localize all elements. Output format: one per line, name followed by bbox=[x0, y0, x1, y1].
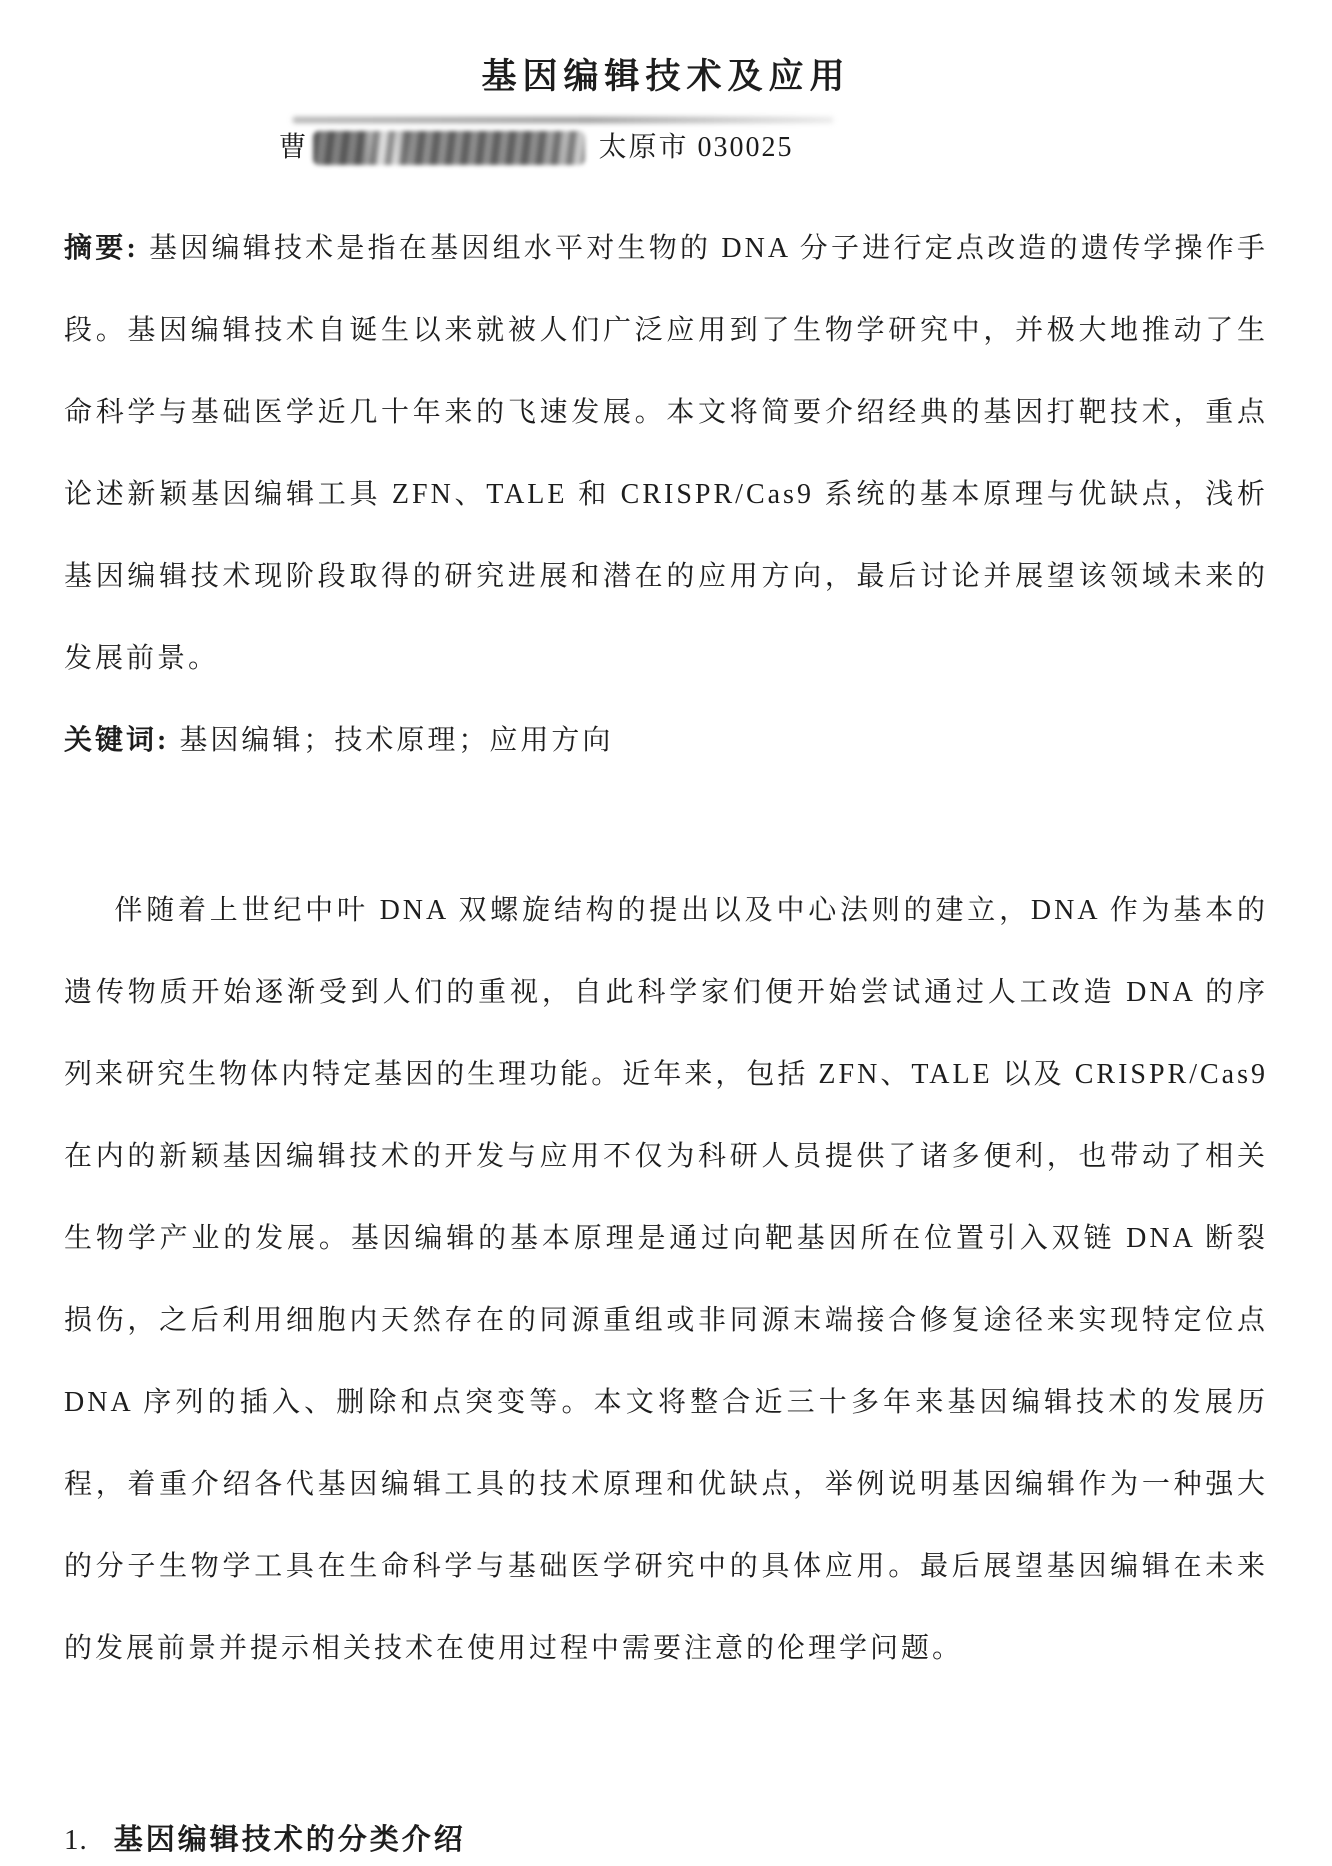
abstract-text: 基因编辑技术是指在基因组水平对生物的 DNA 分子进行定点改造的遗传学操作手段。基因编辑技术自诞生以来就被人们广泛应用到了生物学研究中，并极大地推动了生命科学与基础医学近几十年来的飞速发展。本文将简要介绍经典的基因打靶技术，重点论述新颖基因编辑工具 ZFN、TALE 和 CRISPR/Cas9 系统的基本原理与优缺点，浅析基因编辑技术现阶段取得的研究进展和潜在的应用方向，最后讨论并展望该领域未来的发展前景。 bbox=[64, 233, 1269, 674]
section-number: 1. bbox=[64, 1824, 88, 1856]
body-paragraph: 伴随着上世纪中叶 DNA 双螺旋结构的提出以及中心法则的建立，DNA 作为基本的遗传物质开始逐渐受到人们的重视，自此科学家们便开始尝试通过人工改造 DNA 的序列来研究生物体内特定基因的生理功能。近年来，包括 ZFN、TALE 以及 CRISPR/Cas9 在内的新颖基因编辑技术的开发与应用不仅为科研人员提供了诸多便利，也带动了相关生物学产业的发展。基因编辑的基本原理是通过向靶基因所在位置引入双链 DNA 断裂损伤，之后利用细胞内天然存在的同源重组或非同源末端接合修复途径来实现特定位点 DNA 序列的插入、删除和点突变等。本文将整合近三十多年来基因编辑技术的发展历程，着重介绍各代基因编辑工具的技术原理和优缺点，举例说明基因编辑作为一种强大的分子生物学工具在生命科学与基础医学研究中的具体应用。最后展望基因编辑在未来的发展前景并提示相关技术在使用过程中需要注意的伦理学问题。 bbox=[64, 895, 1268, 1664]
author-line bbox=[0, 128, 1138, 168]
keywords-text: 基因编辑；技术原理；应用方向 bbox=[179, 725, 614, 756]
abstract-paragraph bbox=[64, 208, 1268, 700]
page-title: 基因编辑技术及应用 bbox=[481, 57, 851, 96]
keywords-line bbox=[64, 700, 1268, 782]
section-heading bbox=[64, 1818, 1268, 1862]
author-location: 太原市 030025 bbox=[598, 132, 794, 163]
keywords-label: 关键词: bbox=[64, 725, 170, 756]
abstract-label: 摘要: bbox=[64, 233, 139, 264]
author-surname: 曹 bbox=[278, 132, 309, 163]
redacted-author-name bbox=[313, 131, 585, 165]
section-title: 基因编辑技术的分类介绍 bbox=[113, 1824, 466, 1856]
